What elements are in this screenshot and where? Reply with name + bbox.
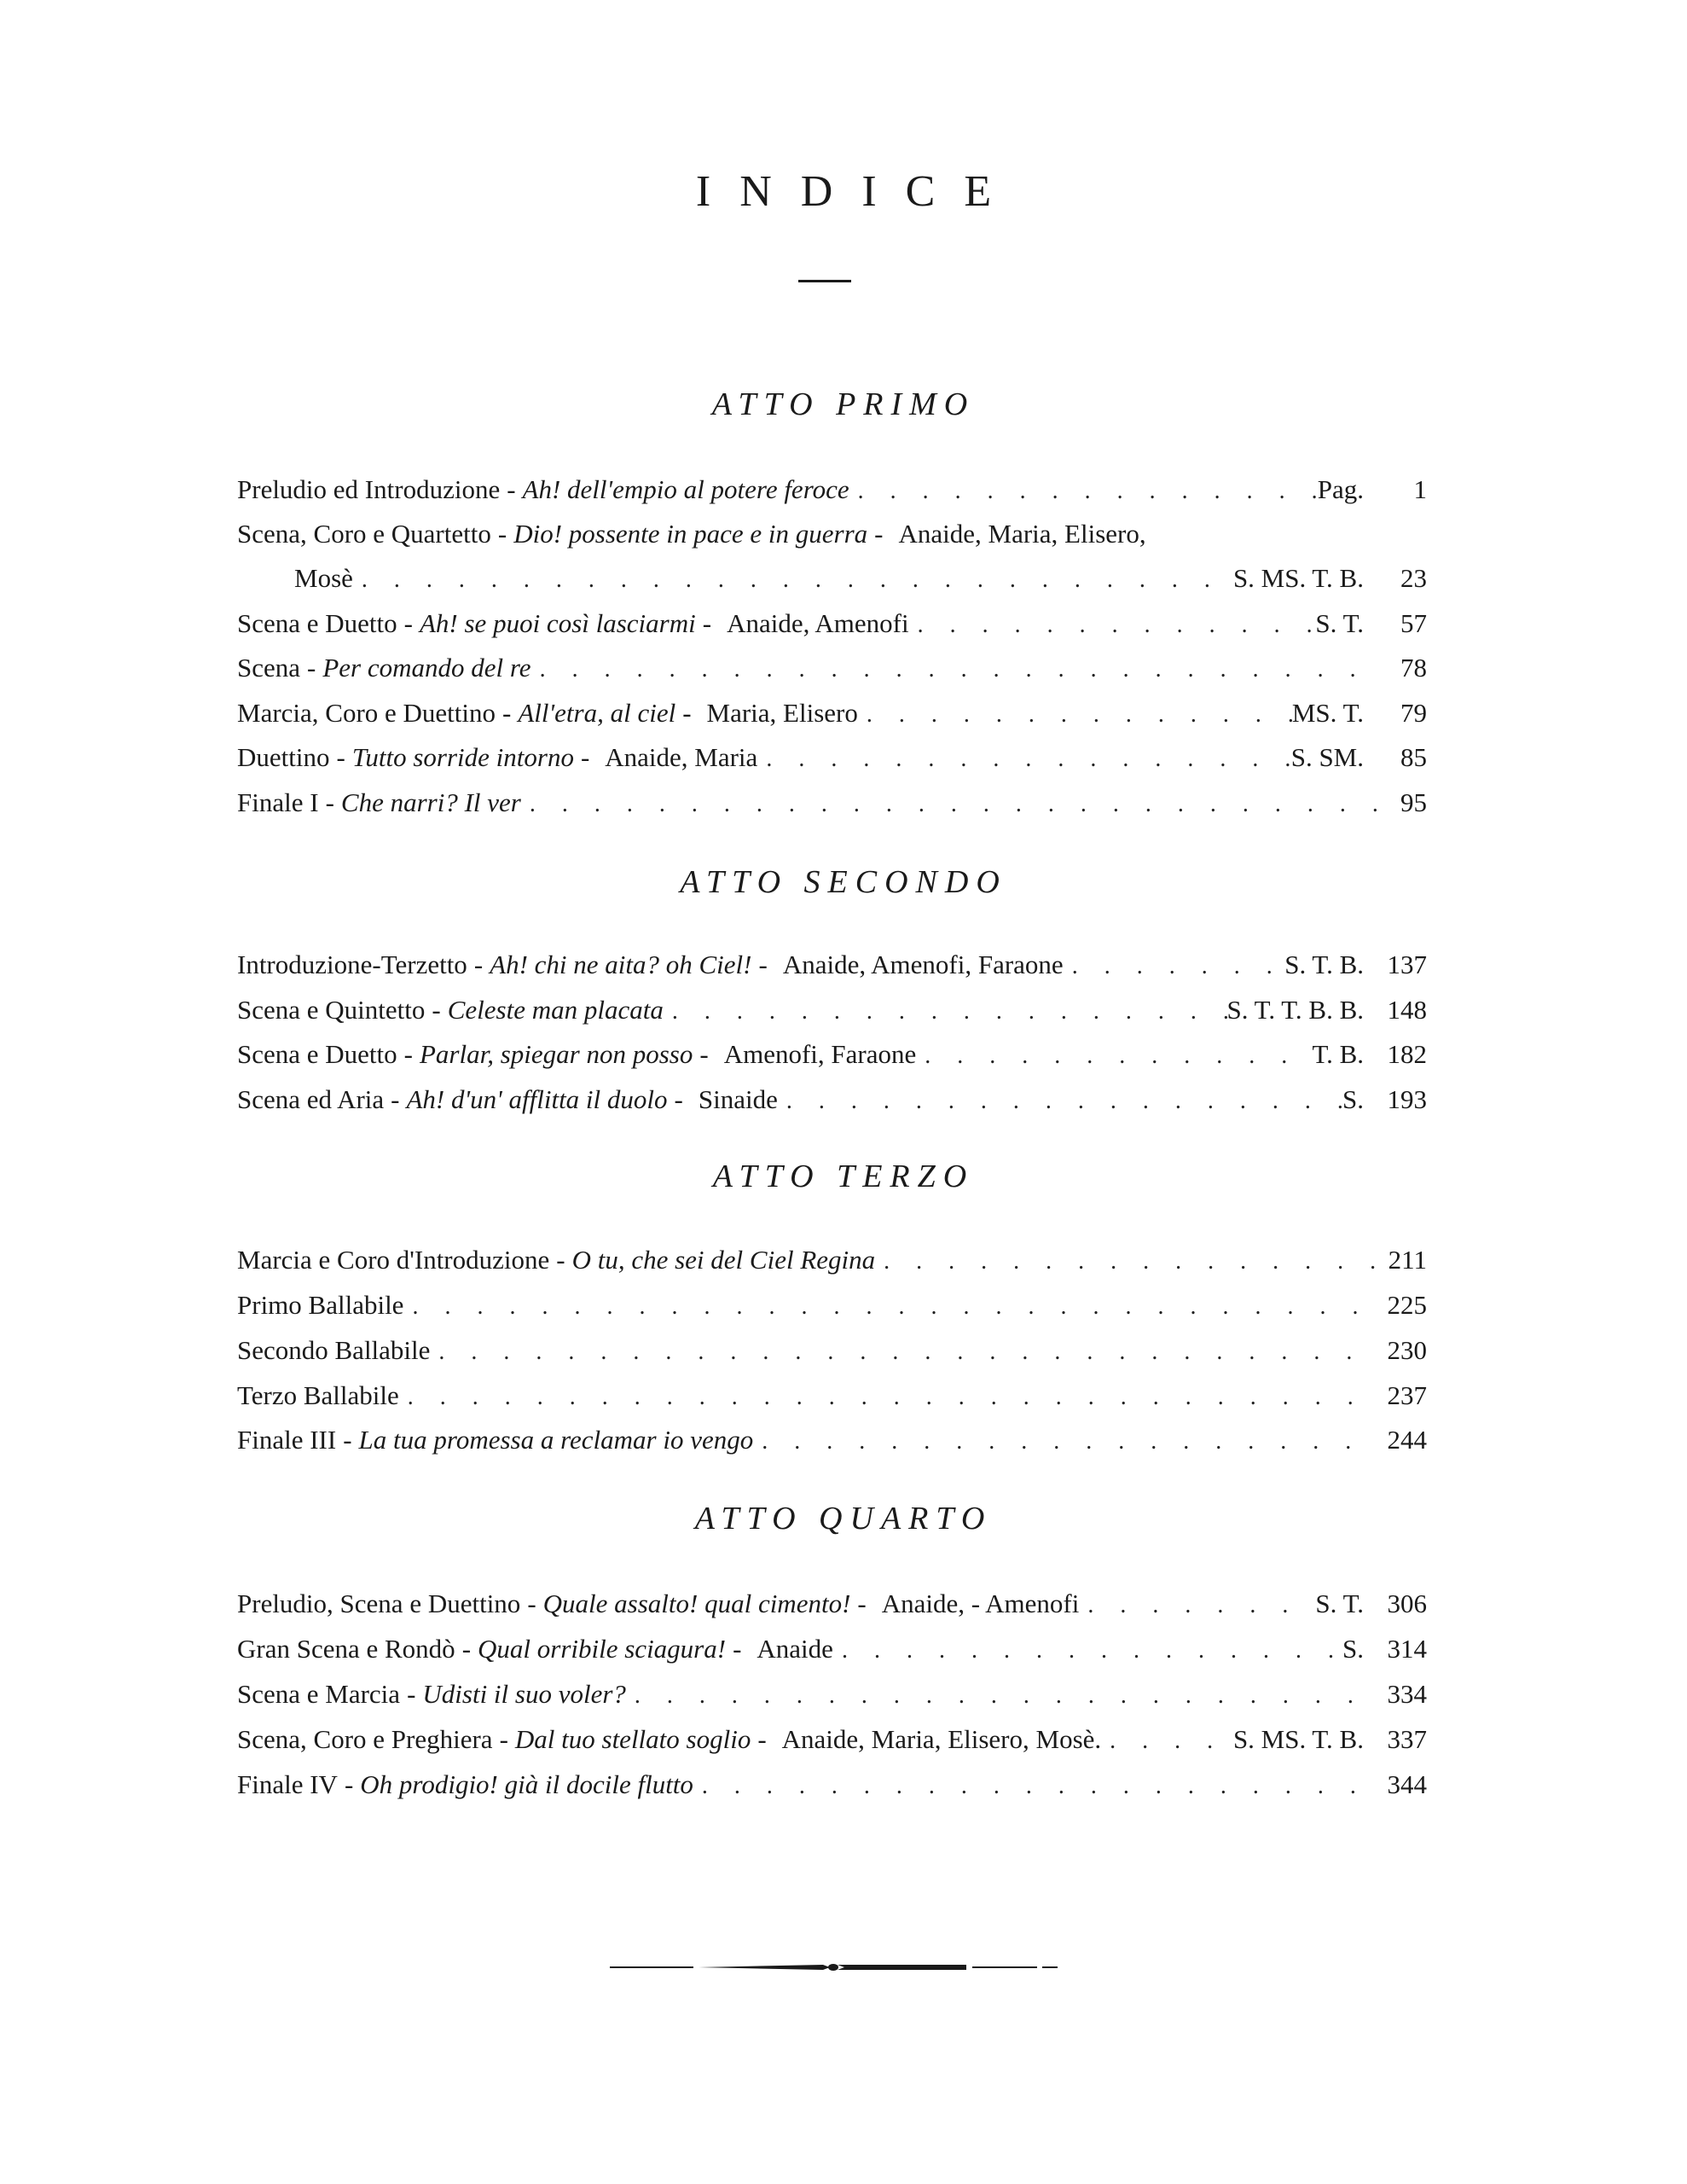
entry-characters: Anaide, - Amenofi [881,1589,1080,1618]
dot-leader [399,1375,1379,1420]
entry-voices: S. SM. [1290,742,1364,772]
entry-page-number: 182 [1387,1039,1427,1069]
entry-piece: Scena ed Aria [237,1084,385,1114]
entry-separator: - [757,1724,767,1754]
entry-characters: Anaide, Maria [605,742,758,772]
entry-voices: S. T. B. [1284,950,1364,979]
entry-page-number: 193 [1387,1084,1427,1114]
entry-page-number: 23 [1400,563,1427,593]
entry-separator: - [527,1589,536,1618]
entry-voices: MS. T. [1291,698,1364,728]
entry-incipit: All'etra, al ciel [518,698,676,728]
entry-separator: - [461,1634,472,1664]
entry-incipit: Ah! chi ne aita? oh Ciel! [490,950,752,979]
entry-piece: Scena, Coro e Preghiera [237,1724,493,1754]
entry-separator: - [758,950,768,979]
dot-leader [1101,1719,1233,1763]
index-entry [237,1582,1427,1626]
entry-piece: Gran Scena e Rondò [237,1634,455,1664]
index-entry [237,468,1427,512]
entry-separator: - [343,1425,352,1455]
entry-separator: - [336,742,345,772]
dot-leader [916,1034,1312,1078]
entry-page-number: 211 [1388,1245,1427,1275]
entry-separator: - [307,653,316,682]
entry-piece: Terzo Ballabile [237,1380,399,1410]
entry-characters: Anaide, Amenofi [727,608,909,638]
entry-incipit: O tu, che sei del Ciel Regina [571,1245,876,1275]
index-entry [237,735,1427,780]
entry-piece: Marcia, Coro e Duettino [237,698,496,728]
entry-page-number: 306 [1387,1589,1427,1618]
entry-characters: Maria, Elisero [706,698,858,728]
dot-leader [1064,944,1285,989]
dot-leader [430,1330,1379,1374]
dot-leader [833,1629,1342,1673]
entry-incipit: Celeste man placata [447,995,664,1025]
entry-voices: S. MS. T. B. [1232,563,1364,593]
entry-characters: Anaide, Maria, Elisero, Mosè. [781,1724,1102,1754]
entry-separator: - [507,474,516,504]
index-entry [294,556,1427,601]
entry-incipit: Udisti il suo voler? [422,1679,626,1709]
entry-page-number: 244 [1387,1425,1427,1455]
entry-piece: Scena e Marcia [237,1679,401,1709]
entry-incipit: Oh prodigio! già il docile flutto [360,1769,693,1799]
entry-separator: - [407,1679,416,1709]
dot-leader [849,469,1318,514]
index-entry [237,1328,1427,1373]
act-heading: ATTO PRIMO [711,386,976,422]
entry-piece: Scena, Coro e Quartetto [237,519,491,549]
index-entry [237,988,1427,1032]
entry-separator: - [733,1634,742,1664]
entry-piece: Finale III [237,1425,337,1455]
entry-incipit: Qual orribile sciagura! [478,1634,727,1664]
entry-incipit: Tutto sorride intorno [351,742,574,772]
entry-voices: S. T. [1315,608,1364,638]
index-entry [237,1672,1427,1716]
entry-incipit: Dio! possente in pace e in guerra [513,519,868,549]
entry-incipit: Ah! dell'empio al potere feroce [522,474,849,504]
index-entry [237,1374,1427,1418]
dot-leader [353,558,1233,602]
dot-leader [778,1079,1342,1124]
entry-voices: T. B. [1312,1039,1364,1069]
dot-leader [521,782,1379,827]
entry-separator: - [580,742,590,772]
index-entry [237,781,1427,825]
entry-piece: Marcia e Coro d'Introduzione [237,1245,550,1275]
entry-piece: Primo Ballabile [237,1290,404,1320]
dot-leader [909,603,1316,648]
end-ornament [610,1960,1058,1974]
entry-incipit: Ah! d'un' afflitta il duolo [406,1084,668,1114]
index-entry [237,691,1427,735]
index-entry [237,1238,1427,1282]
entry-separator: - [403,1039,413,1069]
entry-piece: Duettino [237,742,330,772]
entry-voices: S. MS. T. B. [1232,1724,1364,1754]
entry-incipit: La tua promessa a reclamar io vengo [358,1425,754,1455]
index-entry [237,943,1427,987]
entry-incipit: Quale assalto! qual cimento! [542,1589,851,1618]
entry-page-number: 337 [1387,1724,1427,1754]
index-entry [237,1418,1427,1462]
index-entry [237,1077,1427,1122]
index-entry [237,512,1427,556]
entry-piece: Mosè [294,563,353,593]
entry-page-number: 95 [1400,787,1427,817]
act-heading: ATTO QUARTO [694,1501,993,1536]
entry-page-number: 230 [1387,1335,1427,1365]
page-title: INDICE [695,167,1021,216]
entry-separator: - [502,698,512,728]
entry-separator: - [857,1589,867,1618]
entry-piece: Scena e Duetto [237,608,397,638]
entry-characters: Anaide, Maria, Elisero, [898,519,1146,549]
entry-page-number: 85 [1400,742,1427,772]
entry-separator: - [874,519,884,549]
dot-leader [403,1285,1379,1329]
entry-separator: - [674,1084,683,1114]
dot-leader [858,693,1292,737]
entry-page-number: 314 [1387,1634,1427,1664]
entry-page-number: 237 [1387,1380,1427,1410]
dot-leader [626,1674,1379,1718]
dot-leader [531,648,1379,692]
entry-piece: Finale IV [237,1769,338,1799]
entry-voices: S. [1342,1634,1364,1664]
entry-voices: S. T. [1315,1589,1364,1618]
entry-separator: - [473,950,484,979]
entry-piece: Secondo Ballabile [237,1335,431,1365]
entry-separator: - [699,1039,709,1069]
dot-leader [757,737,1290,781]
dot-leader [664,990,1227,1034]
entry-piece: Finale I [237,787,319,817]
entry-incipit: Ah! se puoi così lasciarmi [419,608,696,638]
entry-page-number: 1 [1413,474,1427,504]
entry-piece: Scena [237,653,301,682]
index-entry [237,1763,1427,1807]
title-rule [798,280,851,282]
entry-separator: - [702,608,712,638]
entry-piece: Preludio ed Introduzione [237,474,501,504]
entry-voices: S. [1342,1084,1364,1114]
entry-incipit: Parlar, spiegar non posso [419,1039,693,1069]
entry-separator: - [497,519,507,549]
entry-separator: - [325,787,334,817]
entry-voices: Pag. [1317,474,1364,504]
entry-page-number: 225 [1387,1290,1427,1320]
entry-incipit: Che narri? Il ver [340,787,521,817]
entry-page-number: 344 [1387,1769,1427,1799]
index-entry [237,1627,1427,1671]
entry-separator: - [432,995,441,1025]
entry-separator: - [682,698,692,728]
entry-voices: S. T. T. B. B. [1226,995,1364,1025]
entry-page-number: 137 [1387,950,1427,979]
entry-characters: Anaide, Amenofi, Faraone [782,950,1064,979]
dot-leader [1079,1583,1315,1628]
dot-leader [693,1764,1379,1809]
entry-characters: Amenofi, Faraone [723,1039,917,1069]
act-heading: ATTO SECONDO [680,864,1007,900]
entry-characters: Anaide [757,1634,833,1664]
entry-page-number: 57 [1400,608,1427,638]
entry-separator: - [403,608,413,638]
index-entry [237,601,1427,646]
entry-piece: Scena e Duetto [237,1039,397,1069]
entry-page-number: 334 [1387,1679,1427,1709]
entry-page-number: 78 [1400,653,1427,682]
act-heading: ATTO TERZO [712,1159,975,1194]
index-entry [237,646,1427,690]
entry-separator: - [391,1084,400,1114]
entry-piece: Preludio, Scena e Duettino [237,1589,521,1618]
entry-piece: Scena e Quintetto [237,995,426,1025]
index-entry [237,1717,1427,1762]
entry-separator: - [344,1769,354,1799]
index-entry [237,1032,1427,1077]
entry-piece: Introduzione-Terzetto [237,950,467,979]
entry-incipit: Per comando del re [322,653,531,682]
entry-page-number: 148 [1387,995,1427,1025]
dot-leader [875,1240,1379,1284]
dot-leader [753,1420,1379,1464]
entry-separator: - [499,1724,508,1754]
index-entry [237,1283,1427,1327]
entry-incipit: Dal tuo stellato soglio [514,1724,751,1754]
entry-page-number: 79 [1400,698,1427,728]
entry-characters: Sinaide [698,1084,778,1114]
entry-separator: - [556,1245,565,1275]
